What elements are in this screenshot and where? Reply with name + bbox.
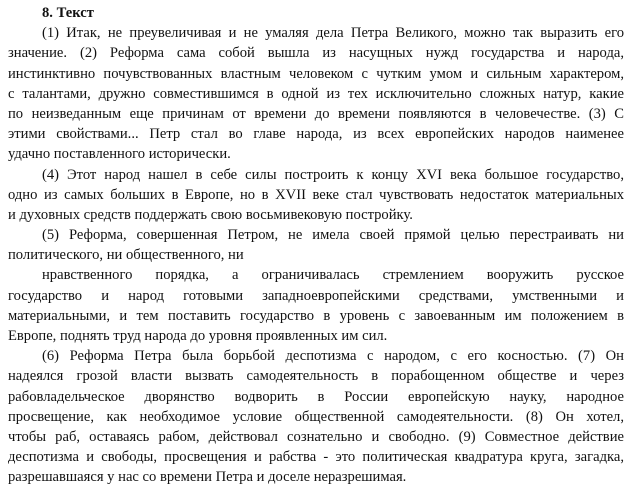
text-line: просвещение, как необходимое условие общественной самодеятельности. (8) Он хотел, (8, 408, 624, 425)
text-line: рабовладельческое дворянство водворить в России европейскую науку, народное (8, 388, 624, 405)
text-line: и духовных средств поддержать свою восьмивековую постройку. (8, 206, 413, 223)
text-line: деспотизма и свободы, просвещения и рабства - это политическая квадратура круга, загадка, (8, 449, 624, 466)
text-line: значение. (2) Реформа сама собой вышла из насущных нужд государства и народа, (8, 45, 624, 62)
text-line: (6) Реформа Петра была борьбой деспотизма с народом, с его косностью. (7) Он (42, 348, 624, 365)
document-body (8, 23, 624, 487)
document-heading: 8. Текст (42, 5, 94, 21)
text-line: одно из самых больших в Европе, но в XVII веке стал чувствовать недостаток материальных (8, 186, 624, 203)
text-line: (1) Итак, не преувеличивая и не умаляя дела Петра Великого, можно так выразить его (42, 25, 624, 42)
text-line: нравственного порядка, а ограничивалась стремлением вооружить русское (42, 267, 624, 284)
text-line: разрешавшаяся у нас со времени Петра и доселе неразрешимая. (8, 469, 407, 486)
text-line: с талантами, дружно совместившимся в одной из тех исключительно сложных натур, какие (8, 85, 624, 102)
text-line: политического, ни общественного, ни (8, 247, 244, 264)
text-line: по неизведанным еще причинам от времени до времени появляются в человечестве. (3) С (8, 105, 624, 122)
text-line: этими свойствами... Петр стал во главе народа, из всех европейских народов наименее (8, 126, 624, 143)
text-line: чтобы раб, оставаясь рабом, действовал сознательно и свободно. (9) Совместное действие (8, 428, 624, 445)
text-line: (4) Этот народ нашел в себе силы построить к концу XVI века большое государство, (42, 166, 624, 183)
text-line: (5) Реформа, совершенная Петром, не имела своей прямой целью перестраивать ни (42, 227, 624, 244)
text-line: материальными, и тем поставить государство в уровень с завоеванным им положением в (8, 307, 624, 324)
text-line: Европе, поднять труд народа до уровня проявленных им сил. (8, 328, 388, 344)
text-line: удачно поставленного исторически. (8, 146, 231, 163)
text-line: государство и народ готовыми западноевропейскими средствами, умственными и (8, 287, 624, 304)
text-line: надеялся грозой власти вызвать самодеятельность в порабощенном обществе и через (8, 368, 624, 385)
text-line: инстинктивно почувствованных властным человеком с чутким умом и сильным характером, (8, 65, 624, 82)
